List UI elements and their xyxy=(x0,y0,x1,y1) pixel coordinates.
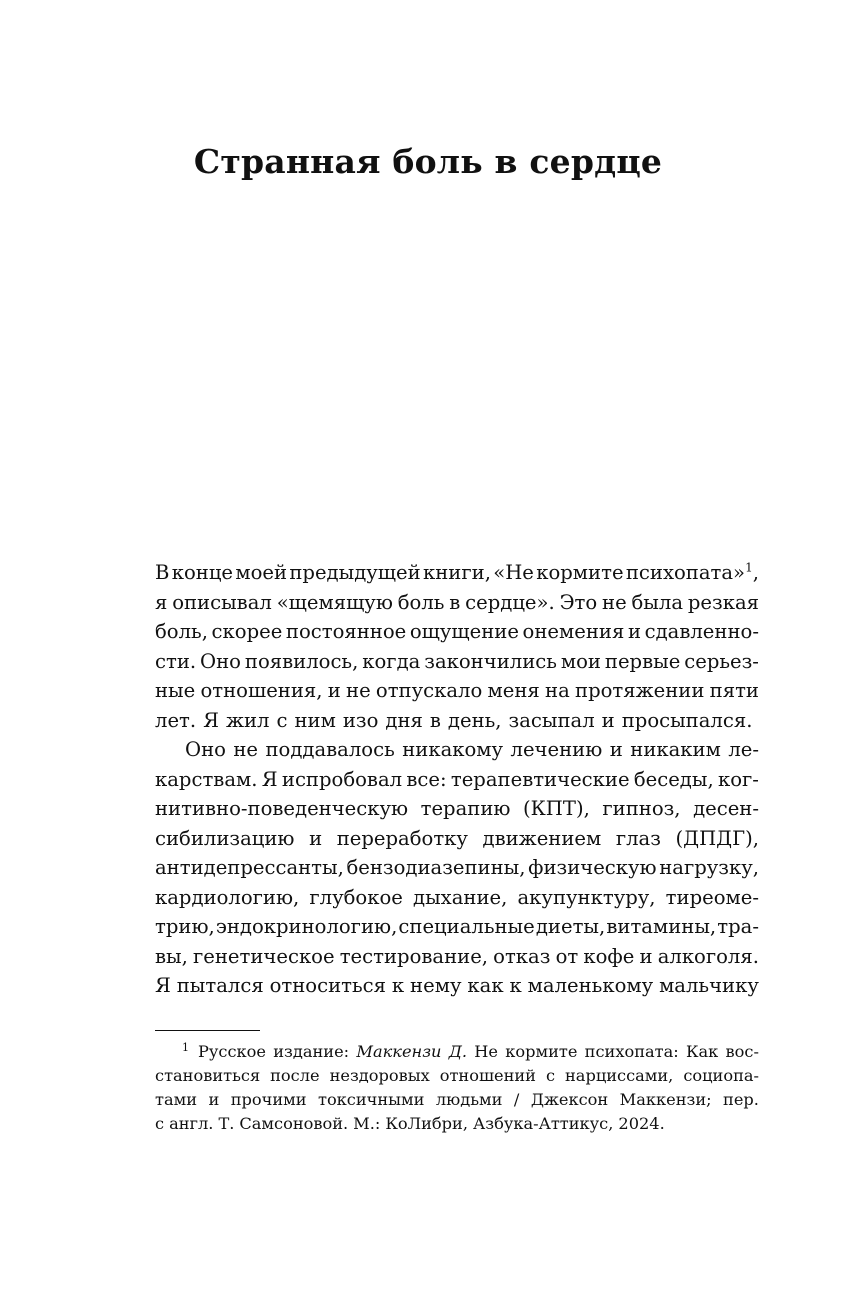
body-text xyxy=(155,558,759,1001)
text-line: кардиологию, глубокое дыхание, акупунктуру, тиреоме- xyxy=(155,885,759,909)
footnote-separator xyxy=(155,1030,260,1031)
text-line: антидепрессанты, бензодиазепины, физическую нагрузку, xyxy=(155,856,759,879)
footnote-line: $^1$ Русское издание: Маккензи Д. Не кормите психопата: Как вос- xyxy=(182,1040,759,1061)
text-line: ные отношения, и не отпускало меня на протяжении пяти xyxy=(155,679,759,702)
chapter-title: Странная боль в сердце xyxy=(193,142,663,181)
text-line: вы, генетическое тестирование, отказ от кофе и алкоголя. xyxy=(155,944,759,968)
text-line: Я пытался относиться к нему как к маленькому мальчику xyxy=(155,974,759,997)
text-line: боль, скорее постоянное ощущение онемения и сдавленно- xyxy=(155,620,759,643)
footnote-line: с англ. Т. Самсоновой. М.: КоЛибри, Азбука-Аттикус, 2024. xyxy=(155,1114,665,1133)
footnote-line: становиться после нездоровых отношений с нарциссами, социопа- xyxy=(155,1066,759,1085)
text-line: сти. Оно появилось, когда закончились мои первые серьез- xyxy=(155,649,759,673)
text-line: я описывал «щемящую боль в сердце». Это не была резкая xyxy=(155,590,759,614)
footnote-reference: 1 xyxy=(745,560,753,575)
text-line: В конце моей предыдущей книги, «Не кормите психопата»$^1$, xyxy=(155,560,759,584)
text-line: Оно не поддавалось никакому лечению и никаким ле- xyxy=(185,738,759,761)
text-line: карствам. Я испробовал все: терапевтические беседы, ког- xyxy=(155,767,759,791)
footnote-line: тами и прочими токсичными людьми / Джексон Маккензи; пер. xyxy=(155,1090,759,1109)
text-line: трию, эндокринологию, специальные диеты, витамины, тра- xyxy=(155,915,759,938)
footnote-number: 1 xyxy=(182,1040,189,1054)
text-line: нитивно-поведенческую терапию (КПТ), гипноз, десен- xyxy=(155,797,759,820)
text-line: сибилизацию и переработку движением глаз (ДПДГ), xyxy=(155,826,759,850)
text-line: лет. Я жил с ним изо дня в день, засыпал и просыпался. xyxy=(155,708,753,732)
footnotes xyxy=(155,1040,759,1136)
